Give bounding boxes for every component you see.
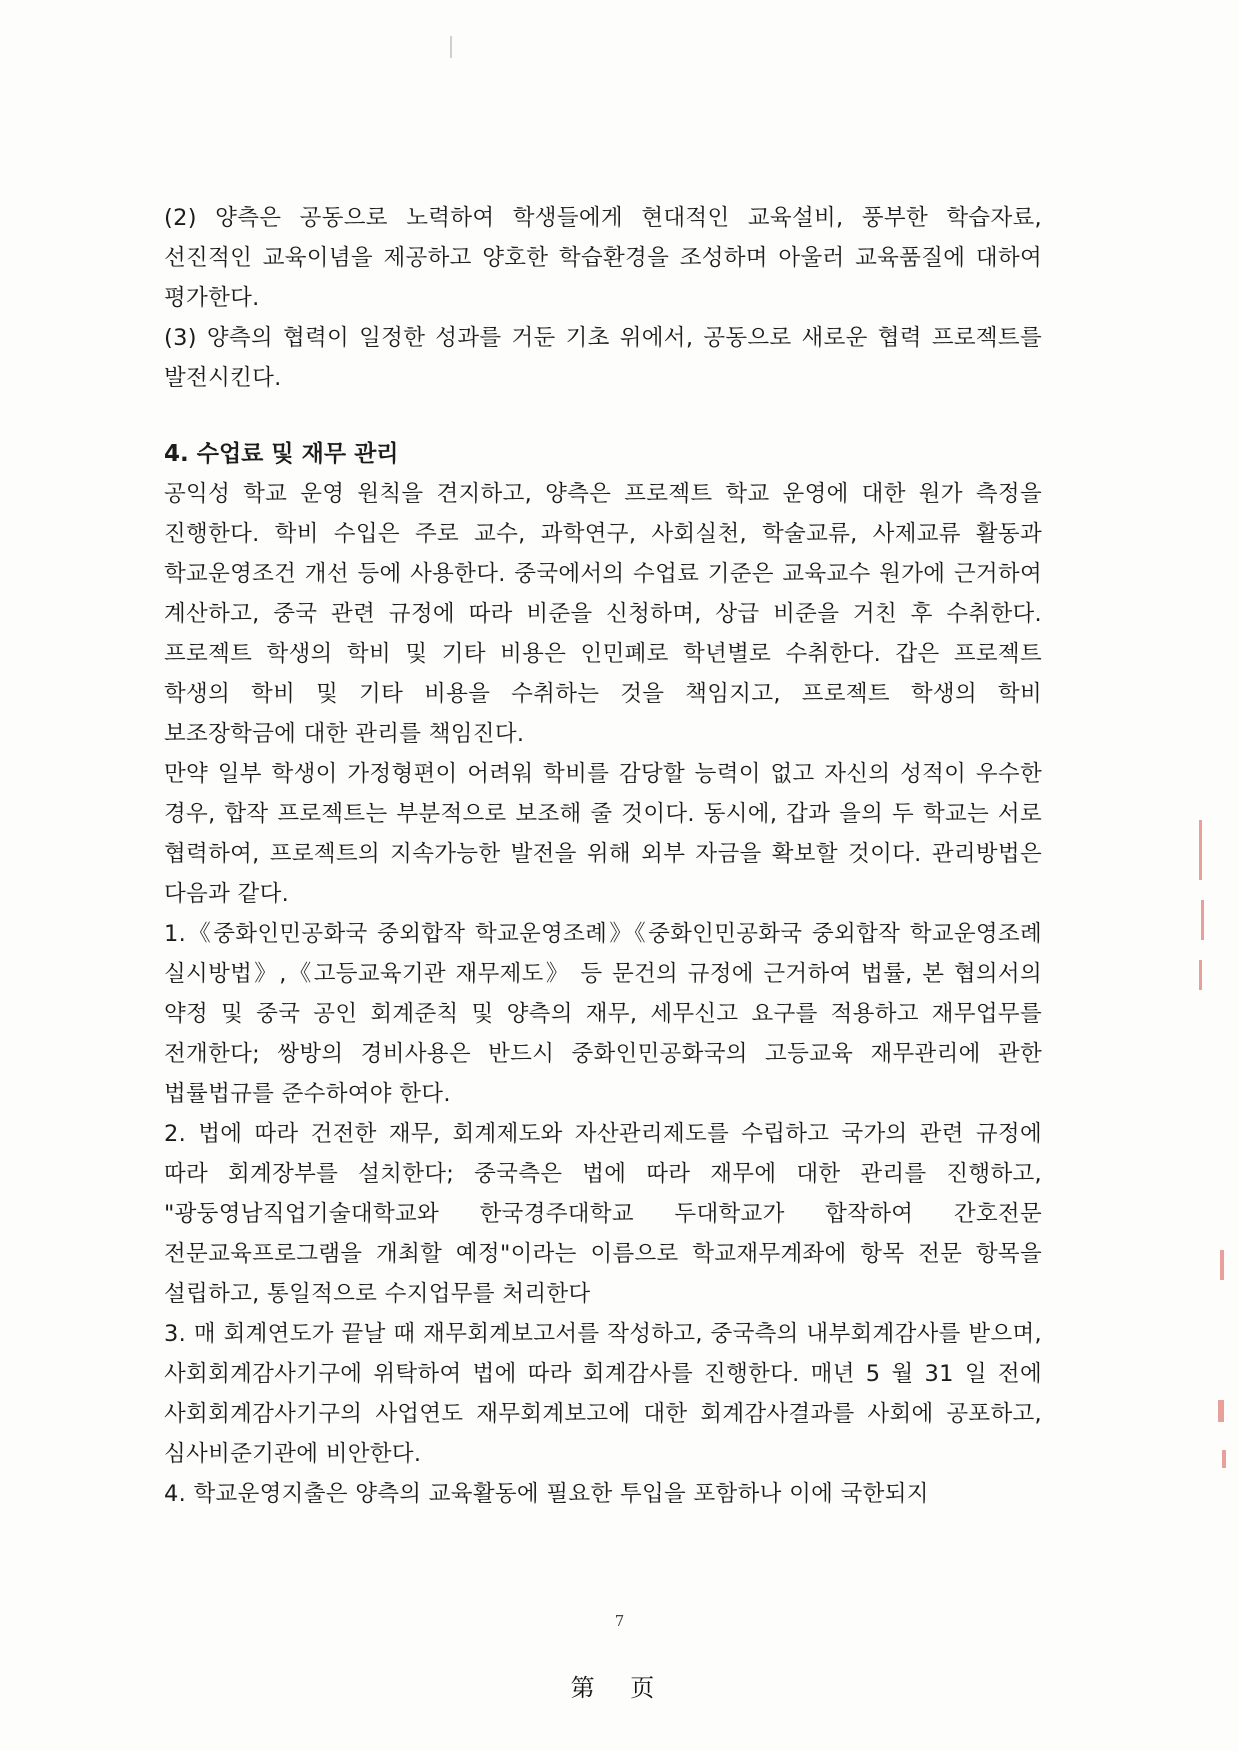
paragraph-2: (2) 양측은 공동으로 노력하여 학생들에게 현대적인 교육설비, 풍부한 학습자료, 선진적인 교육이념을 제공하고 양호한 학습환경을 조성하며 아울러 교육품질에 대하여 평가한다. bbox=[164, 205, 1042, 311]
list-item-1: 1.《중화인민공화국 중외합작 학교운영조례》《중화인민공화국 중외합작 학교운영조례 실시방법》,《고등교육기관 재무제도》 등 문건의 규정에 근거하여 법률, 본 협의서의 약정 및 중국 공인 회계준칙 및 양측의 재무, 세무신고 요구를 적용하고 재무업무를 전개한다; 쌍방의 경비사용은 반드시 중화인민공화국의 고등교육 재무관리에 관한 법률법규를 준수하여야 한다. bbox=[164, 921, 1042, 1107]
scan-artifact bbox=[450, 36, 452, 58]
paragraph-3: (3) 양측의 협력이 일정한 성과를 거둔 기초 위에서, 공동으로 새로운 협력 프로젝트를 발전시킨다. bbox=[164, 325, 1042, 391]
paragraph-tuition-intro: 공익성 학교 운영 원칙을 견지하고, 양측은 프로젝트 학교 운영에 대한 원가 측정을 진행한다. 학비 수입은 주로 교수, 과학연구, 사회실천, 학술교류, 사제교류 활동과 학교운영조건 개선 등에 사용한다. 중국에서의 수업료 기준은 교육교수 원가에 근거하여 계산하고, 중국 관련 규정에 따라 비준을 신청하며, 상급 비준을 거친 후 수취한다. 프로젝트 학생의 학비 및 기타 비용은 인민폐로 학년별로 수취한다. 갑은 프로젝트 학생의 학비 및 기타 비용을 수취하는 것을 책임지고, 프로젝트 학생의 학비 보조장학금에 대한 관리를 책임진다. bbox=[164, 481, 1042, 747]
list-item-3: 3. 매 회계연도가 끝날 때 재무회계보고서를 작성하고, 중국측의 내부회계감사를 받으며, 사회회계감사기구에 위탁하여 법에 따라 회계감사를 진행한다. 매년 5 월 31 일 전에 사회회계감사기구의 사업연도 재무회계보고에 대한 회계감사결과를 사회에 공포하고, 심사비준기관에 비안한다. bbox=[164, 1321, 1042, 1467]
red-seal-fragment bbox=[1222, 1450, 1226, 1468]
red-seal-fragment bbox=[1199, 960, 1202, 990]
red-seal-fragment bbox=[1220, 1250, 1224, 1280]
red-seal-fragment bbox=[1201, 900, 1204, 940]
section-spacer bbox=[164, 398, 1042, 434]
red-seal-fragment bbox=[1218, 1400, 1224, 1422]
red-seal-fragment bbox=[1199, 820, 1202, 880]
section-heading: 4. 수업료 및 재무 관리 bbox=[164, 441, 399, 467]
paragraph-scholarship: 만약 일부 학생이 가정형편이 어려워 학비를 감당할 능력이 없고 자신의 성적이 우수한 경우, 합작 프로젝트는 부분적으로 보조해 줄 것이다. 동시에, 갑과 을의 두 학교는 서로 협력하여, 프로젝트의 지속가능한 발전을 위해 외부 자금을 확보할 것이다. 관리방법은 다음과 같다. bbox=[164, 761, 1042, 907]
document-body bbox=[164, 198, 1042, 1514]
list-item-4: 4. 학교운영지출은 양측의 교육활동에 필요한 투입을 포함하나 이에 국한되지 bbox=[164, 1481, 929, 1507]
footer-page-label: 第 页 bbox=[570, 1674, 669, 1702]
list-item-2: 2. 법에 따라 건전한 재무, 회계제도와 자산관리제도를 수립하고 국가의 관련 규정에 따라 회계장부를 설치한다; 중국측은 법에 따라 재무에 대한 관리를 진행하고, "광둥영남직업기술대학교와 한국경주대학교 두대학교가 합작하여 간호전문 전문교육프로그램을 개최할 예정"이라는 이름으로 학교재무계좌에 항목 전문 항목을 설립하고, 통일적으로 수지업무를 처리한다 bbox=[164, 1121, 1042, 1307]
page-number: 7 bbox=[614, 1612, 625, 1630]
